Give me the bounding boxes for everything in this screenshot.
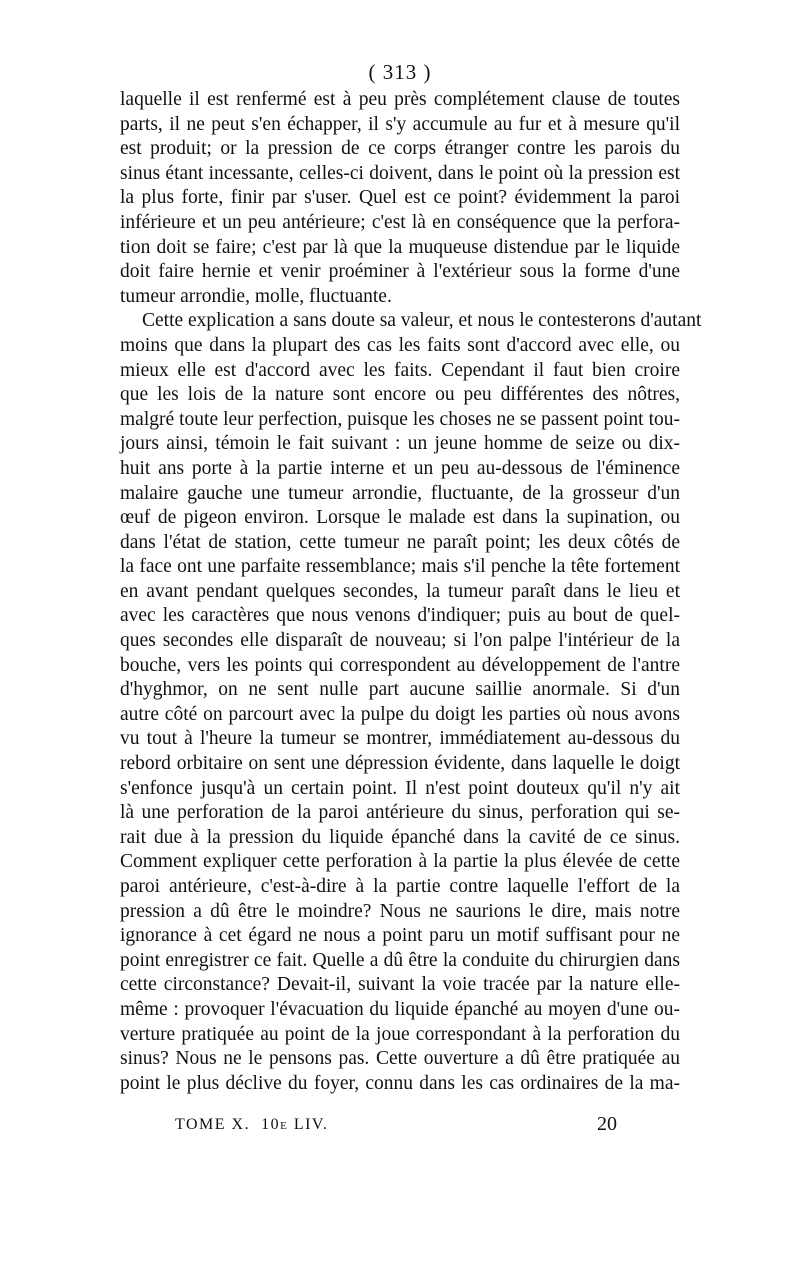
text-line: sinus étant incessante, celles-ci doivent, dans le point où la pression est	[120, 162, 680, 184]
page-number: ( 313 )	[368, 60, 432, 84]
text-line: avec les caractères que nous venons d'indiquer; puis au bout de quel-	[120, 605, 680, 627]
paragraph-start-line: Cette explication a sans doute sa valeur, et nous le contesterons d'autant	[142, 310, 702, 332]
text-line: la face ont une parfaite ressemblance; mais s'il penche la tête fortement	[120, 556, 680, 578]
text-line: ignorance à cet égard ne nous a point paru un motif suffisant pour ne	[120, 925, 680, 947]
text-line: moins que dans la plupart des cas les faits sont d'accord avec elle, ou	[120, 334, 680, 356]
text-line: vu tout à l'heure la tumeur se montrer, immédiatement au-dessous du	[120, 728, 680, 750]
text-line: paroi antérieure, c'est-à-dire à la partie contre laquelle l'effort de la	[120, 876, 680, 897]
text-line: dans l'état de station, cette tumeur ne paraît point; les deux côtés de	[120, 531, 680, 553]
text-line: en avant pendant quelques secondes, la tumeur paraît dans le lieu et	[120, 580, 680, 602]
text-line: malaire gauche une tumeur arrondie, fluctuante, de la grosseur d'un	[120, 482, 680, 504]
text-line: que les lois de la nature sont encore ou peu différentes des nôtres,	[120, 384, 680, 406]
text-line: la plus forte, finir par s'user. Quel est ce point? évidemment la paroi	[120, 187, 680, 209]
body-text	[120, 88, 702, 1096]
page-footer	[0, 1113, 800, 1143]
text-line: jours ainsi, témoin le fait suivant : un jeune homme de seize ou dix-	[120, 433, 680, 455]
text-line: autre côté on parcourt avec la pulpe du doigt les parties où nous avons	[120, 703, 680, 725]
text-line: même : provoquer l'évacuation du liquide épanché au moyen d'une ou-	[120, 998, 680, 1020]
text-line: œuf de pigeon environ. Lorsque le malade est dans la supination, ou	[120, 507, 680, 529]
text-line: laquelle il est renfermé est à peu près complétement clause de toutes	[120, 89, 680, 110]
text-line: Comment expliquer cette perforation à la partie la plus élevée de cette	[120, 851, 680, 873]
text-line: pression a dû être le moindre? Nous ne saurions le dire, mais notre	[120, 900, 680, 922]
text-line: là une perforation de la paroi antérieure du sinus, perforation qui se-	[120, 802, 680, 824]
text-line: doit faire hernie et venir proéminer à l'extérieur sous la forme d'une	[120, 261, 680, 283]
text-line: tumeur arrondie, molle, fluctuante.	[120, 285, 392, 307]
text-line: rait due à la pression du liquide épanché dans la cavité de ce sinus.	[120, 826, 680, 848]
text-line: sinus? Nous ne le pensons pas. Cette ouverture a dû être pratiquée au	[120, 1048, 680, 1070]
folio-number: 20	[597, 1113, 617, 1135]
text-line: ques secondes elle disparaît de nouveau; si l'on palpe l'intérieur de la	[120, 630, 680, 652]
text-line: mieux elle est d'accord avec les faits. Cependant il faut bien croire	[120, 359, 680, 381]
text-line: cette circonstance? Devait-il, suivant la voie tracée par la nature elle-	[120, 974, 680, 996]
text-line: malgré toute leur perfection, puisque les choses ne se passent point tou-	[120, 408, 680, 430]
text-line: bouche, vers les points qui correspondent au développement de l'antre	[120, 654, 680, 676]
text-line: point le plus déclive du foyer, connu dans les cas ordinaires de la ma-	[120, 1072, 680, 1094]
text-line: inférieure et un peu antérieure; c'est là en conséquence que la perfora-	[120, 211, 680, 233]
volume-label: TOME X.	[175, 1116, 251, 1133]
text-line: parts, il ne peut s'en échapper, il s'y accumule au fur et à mesure qu'il	[120, 113, 680, 135]
signature-mark	[175, 1116, 328, 1134]
text-line: tion doit se faire; c'est par là que la muqueuse distendue par le liquide	[120, 236, 680, 258]
text-line: s'enfonce jusqu'à un certain point. Il n'est point douteux qu'il n'y ait	[120, 777, 680, 799]
livraison-label: 10e LIV.	[261, 1116, 329, 1133]
text-line: huit ans porte à la partie interne et un peu au-dessous de l'éminence	[120, 457, 680, 479]
text-line: est produit; or la pression de ce corps étranger contre les parois du	[120, 138, 680, 160]
text-line: d'hyghmor, on ne sent nulle part aucune saillie anormale. Si d'un	[120, 679, 680, 701]
text-line: point enregistrer ce fait. Quelle a dû être la conduite du chirurgien dans	[120, 949, 680, 971]
text-line: rebord orbitaire on sent une dépression évidente, dans laquelle le doigt	[120, 753, 680, 775]
text-line: verture pratiquée au point de la joue correspondant à la perforation du	[120, 1023, 680, 1045]
